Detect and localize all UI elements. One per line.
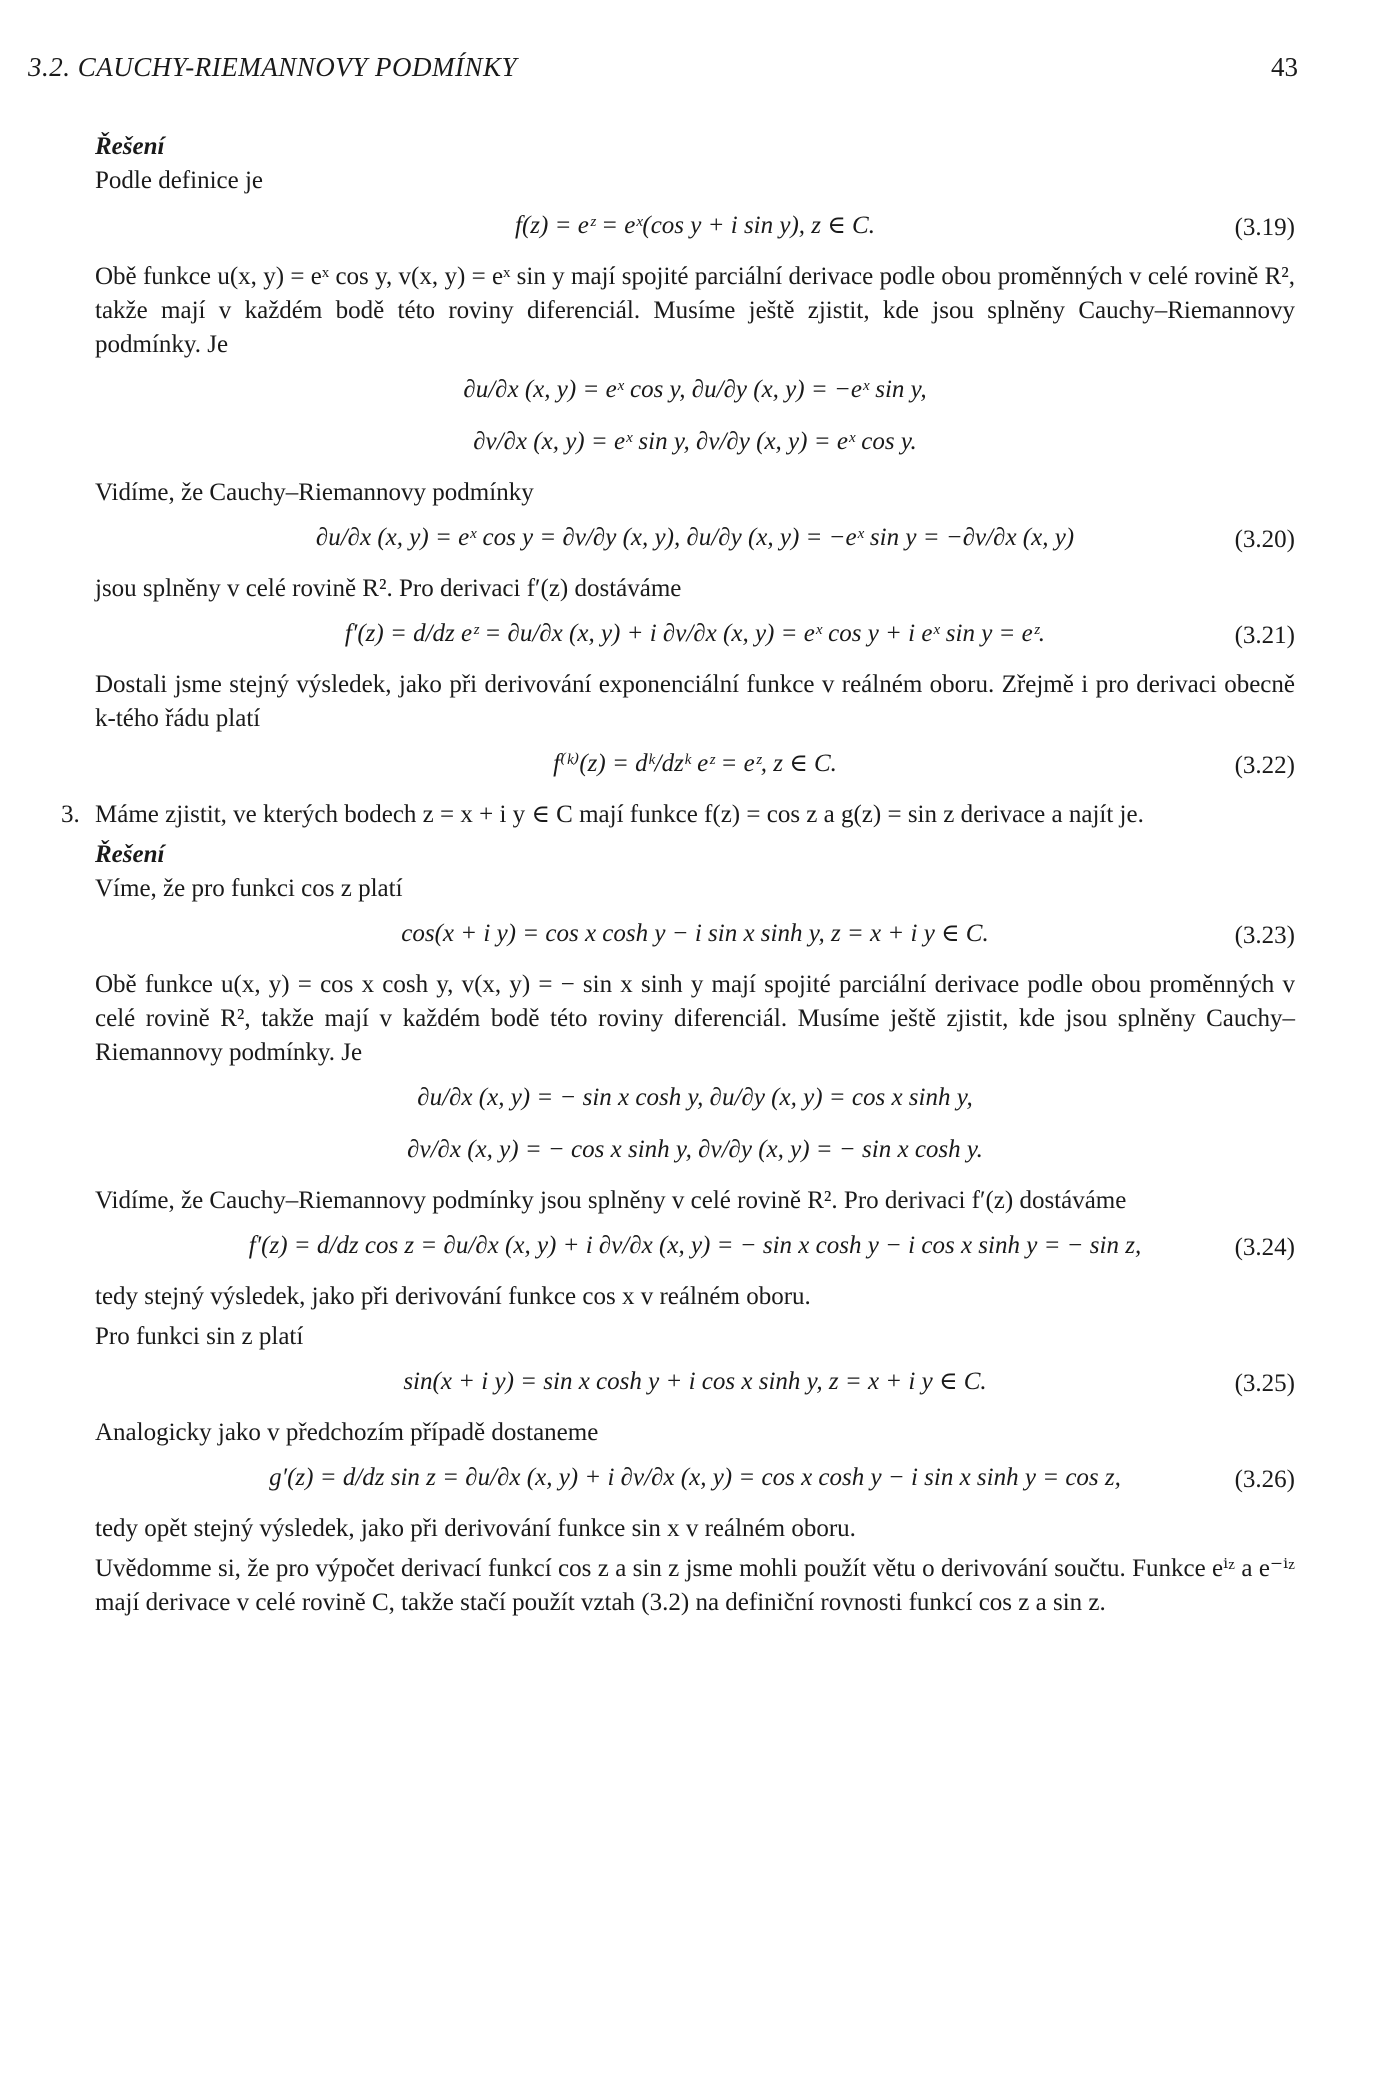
paragraph: Vidíme, že Cauchy–Riemannovy podmínky jsou splněny v celé rovině R². Pro derivaci f′(z) dostáváme bbox=[95, 1187, 1127, 1214]
page-number: 43 bbox=[1271, 52, 1298, 82]
page-body bbox=[61, 130, 1295, 1626]
equation-number: (3.25) bbox=[1234, 1370, 1295, 1397]
equation-3-19 bbox=[95, 208, 1295, 248]
equation-body: ∂u/∂x (x, y) = eˣ cos y = ∂v/∂y (x, y), ∂u/∂y (x, y) = −eˣ sin y = −∂v/∂x (x, y) bbox=[315, 524, 1075, 552]
equation-body: sin(x + i y) = sin x cosh y + i cos x sinh y, z = x + i y ∈ C. bbox=[403, 1368, 987, 1396]
equation-partials-2b bbox=[95, 1132, 1295, 1172]
paragraph: tedy opět stejný výsledek, jako při derivování funkce sin x v reálném oboru. bbox=[95, 1515, 856, 1542]
equation-3-23 bbox=[95, 916, 1295, 956]
equation-body: ∂v/∂x (x, y) = − cos x sinh y, ∂v/∂y (x, y) = − sin x cosh y. bbox=[407, 1136, 983, 1164]
paragraph: Víme, že pro funkci cos z platí bbox=[95, 875, 403, 902]
equation-number: (3.24) bbox=[1234, 1234, 1295, 1261]
section-title: 3.2. CAUCHY-RIEMANNOVY PODMÍNKY bbox=[28, 52, 518, 82]
equation-body: f′(z) = d/dz eᶻ = ∂u/∂x (x, y) + i ∂v/∂x (x, y) = eˣ cos y + i eˣ sin y = eᶻ. bbox=[344, 620, 1046, 648]
equation-body: ∂u/∂x (x, y) = − sin x cosh y, ∂u/∂y (x, y) = cos x sinh y, bbox=[417, 1084, 973, 1112]
paragraph: Pro funkci sin z platí bbox=[95, 1323, 304, 1350]
equation-3-21 bbox=[95, 616, 1295, 656]
equation-partials-1b bbox=[95, 424, 1295, 464]
equation-3-26 bbox=[95, 1460, 1295, 1500]
equation-body: f(z) = eᶻ = eˣ(cos y + i sin y), z ∈ C. bbox=[515, 212, 875, 240]
equation-body: ∂u/∂x (x, y) = eˣ cos y, ∂u/∂y (x, y) = −eˣ sin y, bbox=[463, 376, 927, 404]
solution-heading: Řešení bbox=[95, 841, 165, 868]
paragraph: Podle definice je bbox=[95, 167, 263, 194]
equation-body: ∂v/∂x (x, y) = eˣ sin y, ∂v/∂y (x, y) = eˣ cos y. bbox=[473, 428, 917, 456]
solution-heading: Řešení bbox=[95, 133, 165, 160]
equation-partials-2a bbox=[95, 1080, 1295, 1120]
running-header bbox=[28, 52, 1298, 92]
exercise-item-3 bbox=[61, 798, 1295, 832]
paragraph: jsou splněny v celé rovině R². Pro derivaci f′(z) dostáváme bbox=[95, 575, 682, 602]
equation-number: (3.26) bbox=[1234, 1466, 1295, 1493]
exercise-number: 3. bbox=[61, 801, 80, 828]
paragraph: Dostali jsme stejný výsledek, jako při derivování exponenciální funkce v reálném oboru. Zřejmě i pro derivaci obecně k-tého řádu platí bbox=[95, 671, 1295, 732]
paragraph: Obě funkce u(x, y) = cos x cosh y, v(x, y) = − sin x sinh y mají spojité parciální derivace podle obou proměnných v celé rovině R², takže mají v každém bodě této roviny diferenciál. Musíme ještě zjistit, kde jsou splněny Cauchy–Riemannovy podmínky. Je bbox=[95, 971, 1295, 1066]
equation-number: (3.22) bbox=[1234, 752, 1295, 779]
equation-body: f⁽ᵏ⁾(z) = dᵏ/dzᵏ eᶻ = eᶻ, z ∈ C. bbox=[553, 750, 837, 778]
equation-number: (3.19) bbox=[1234, 214, 1295, 241]
equation-3-24 bbox=[95, 1228, 1295, 1268]
paragraph: tedy stejný výsledek, jako při derivování funkce cos x v reálném oboru. bbox=[95, 1283, 811, 1310]
equation-3-20 bbox=[95, 520, 1295, 560]
equation-3-25 bbox=[95, 1364, 1295, 1404]
equation-body: g′(z) = d/dz sin z = ∂u/∂x (x, y) + i ∂v/∂x (x, y) = cos x cosh y − i sin x sinh y = cos z, bbox=[269, 1464, 1121, 1492]
paragraph: Analogicky jako v předchozím případě dostaneme bbox=[95, 1419, 599, 1446]
equation-3-22 bbox=[95, 746, 1295, 786]
paragraph: Uvědomme si, že pro výpočet derivací funkcí cos z a sin z jsme mohli použít větu o derivování součtu. Funkce eⁱᶻ a e⁻ⁱᶻ mají derivace v celé rovině C, takže stačí použít vztah (3.2) na definiční rovnosti funkcí cos z a sin z. bbox=[95, 1555, 1295, 1616]
equation-number: (3.23) bbox=[1234, 922, 1295, 949]
paragraph: Vidíme, že Cauchy–Riemannovy podmínky bbox=[95, 479, 534, 506]
equation-body: f′(z) = d/dz cos z = ∂u/∂x (x, y) + i ∂v/∂x (x, y) = − sin x cosh y − i cos x sinh y = − sin z, bbox=[248, 1232, 1142, 1260]
equation-number: (3.20) bbox=[1234, 526, 1295, 553]
equation-body: cos(x + i y) = cos x cosh y − i sin x sinh y, z = x + i y ∈ C. bbox=[401, 920, 989, 948]
paragraph: Obě funkce u(x, y) = eˣ cos y, v(x, y) = eˣ sin y mají spojité parciální derivace podle obou proměnných v celé rovině R², takže mají v každém bodě této roviny diferenciál. Musíme ještě zjistit, kde jsou splněny Cauchy–Riemannovy podmínky. Je bbox=[95, 263, 1295, 358]
equation-partials-1a bbox=[95, 372, 1295, 412]
equation-number: (3.21) bbox=[1234, 622, 1295, 649]
exercise-text: Máme zjistit, ve kterých bodech z = x + i y ∈ C mají funkce f(z) = cos z a g(z) = sin z derivace a najít je. bbox=[95, 801, 1144, 828]
